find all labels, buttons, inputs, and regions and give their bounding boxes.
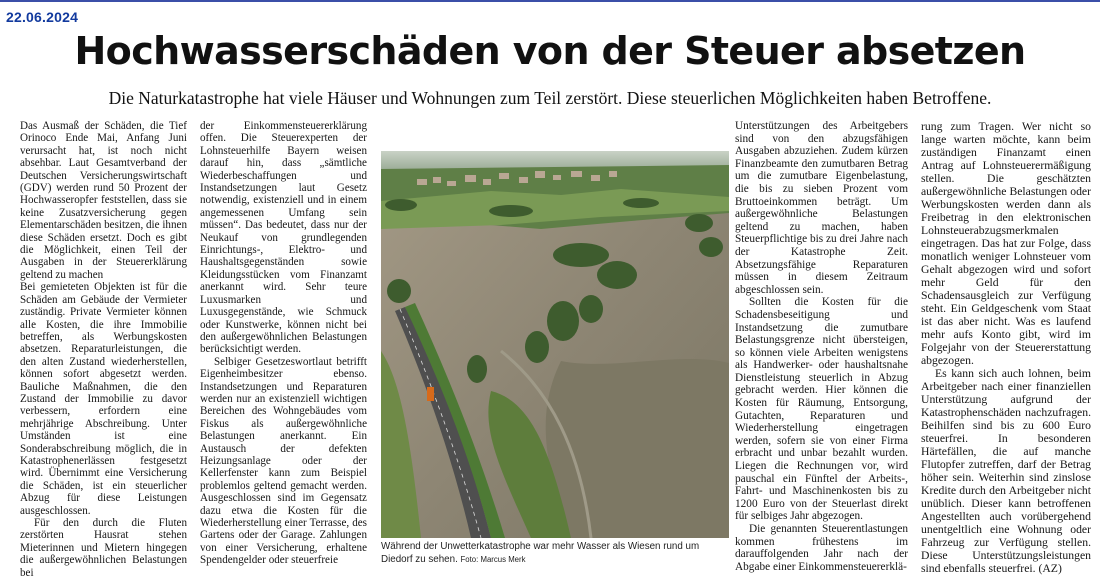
article-column-3 [735,120,908,573]
headline: Hochwasserschäden von der Steuer absetzen [74,29,1026,73]
photo-caption [381,541,731,566]
photo-credit: Foto: Marcus Merk [460,554,526,564]
paragraph: Es kann sich auch lohnen, beim Arbeitgeber nach einer finanziellen Unterstützung aufgrund der Katastrophenschäden nachzufragen. Beihilfen sind bis zu 600 Euro steuerfrei. In besonderen Härtefällen, die auf manche Flutopfer zutreffen, darf der Betrag höher sein. Weiterhin sind zinslose Kredite durch den Arbeitgeber nicht unüblich. Dieser kann betroffenen Angestellten auch vorübergehend unentgeltlich eine Wohnung oder Fahrzeug zur Verfügung stellen. Diese Unterstützungsleistungen sind ebenfalls steuerfrei. (AZ) [921,367,1091,575]
article-column-1 [20,120,187,579]
article-column-4 [921,120,1091,575]
paragraph: der Einkommensteuererklärung offen. Die Steuerexperten der Lohnsteuerhilfe Bayern weisen darauf hin, dass „sämtliche Wiederbeschaffungen und Instandsetzungen laut Gesetz notwendig, existenziell und in einem angemessenen Umfang sein müssen“. Das bedeutet, dass nur der Neukauf von grundlegenden Einrichtungs-, Elektro- und Haushaltsgegenständen sowie Kleidungsstücken vom Finanzamt anerkannt wird. Sehr teure Luxusmarken und Luxusgegenstände, wie Schmuck oder Kunstwerke, können nicht bei den außergewöhnlichen Belastungen berücksichtigt werden. [200,120,367,356]
paragraph: Unterstützungen des Arbeitgebers sind von den abzugsfähigen Ausgaben abzuziehen. Zudem kürzen Finanzbeamte den zumutbaren Betrag um die zumutbare Eigenbelastung, die bis zu sieben Prozent vom Bruttoeinkommen beträgt. Um außergewöhnliche Belastungen geltend zu machen, haben Steuerpflichtige bis zu drei Jahre nach der Katastrophe Zeit. Absetzungsfähige Reparaturen müssen in diesem Zeitraum abgeschlossen sein. [735,120,908,296]
top-rule [0,0,1100,2]
paragraph: Selbiger Gesetzeswortlaut betrifft Eigenheimbesitzer ebenso. Instandsetzungen und Reparaturen werden nur an existenziell wichtigen Bereichen des Wohngebäudes vom Fiskus als außergewöhnliche Belastungen anerkannt. Ein Austausch der defekten Heizungsanlage oder der Kellerfenster kann zum Beispiel problemlos geltend gemacht werden. Ausgeschlossen sind im Gegensatz dazu etwa die Kosten für die Wiederherstellung einer Terrasse, des Gartens oder der Garage. Zahlungen von einer Versicherung, erhaltene Spendengelder oder steuerfreie [200,355,367,567]
caption-text: Während der Unwetterkatastrophe war mehr Wasser als Wiesen rund um Diedorf zu sehen. [381,541,700,565]
paragraph: Für den durch die Fluten zerstörten Hausrat stehen Mieterinnen und Mietern hingegen die außergewöhnlichen Belastungen bei [20,517,187,579]
article-column-2 [200,120,367,567]
publication-date: 22.06.2024 [6,9,79,25]
paragraph: rung zum Tragen. Wer nicht so lange warten möchte, kann beim zuständigen Finanzamt einen Antrag auf Lohnsteuerermäßigung stellen. Die geschätzten außergewöhnliche Belastungen oder Werbungskosten werden dann als Freibetrag in den elektronischen Lohnsteuerabzugsmerkmalen eingetragen. Das hat zur Folge, dass monatlich weniger Lohnsteuer vom Gehalt abgezogen wird und sofort mehr Geld für den Schadensausgleich zur Verfügung steht. Ein Geldgeschenk vom Staat ist das aber nicht. Was es laufend mehr aufs Konto gibt, wird im Folgejahr von der Steuererstattung abgezogen. [921,120,1091,367]
paragraph: Das Ausmaß der Schäden, die Tief Orinoco Ende Mai, Anfang Juni verursacht hat, ist noch nicht absehbar. Laut Gesamtverband der Deutschen Versicherungswirtschaft (GDV) werden rund 50 Prozent der Hochwasseropfer feststellen, dass sie keine Zusatzversicherung gegen Elementarschäden besitzen, die ihnen diese Schäden ersetzt. Doch es gibt die Möglichkeit, einen Teil der Ausgaben in der Steuererklärung geltend zu machen [20,120,187,281]
flood-aerial-image [381,151,729,538]
flood-photo [381,151,729,538]
paragraph: Bei gemieteten Objekten ist für die Schäden am Gebäude der Vermieter zuständig. Private Vermieter können alle Kosten, die ihre Immobilie betreffen, als Werbungskosten absetzen. Reparaturleistungen, die den alten Zustand wiederherstellen, können sofort abgesetzt werden. Bauliche Maßnahmen, die den Zustand der Immobilie zu davor verbessern, erfordern eine mehrjährige Abschreibung. Unter Umständen ist eine Sonderabschreibung möglich, die in Katastrophenerlässen festgesetzt wird. Übernimmt eine Versicherung die Schäden, ist ein steuerlicher Abzug für diese Leistungen ausgeschlossen. [20,281,187,517]
paragraph: Sollten die Kosten für die Schadensbeseitigung und Instandsetzung die zumutbare Belastungsgrenze nicht übersteigen, so können viele Arbeiten wenigstens als Handwerker- oder haushaltsnahe Dienstleistung steuerlich in Abzug gebracht werden. Hier können die Kosten für Räumung, Entsorgung, Gutachten, Reparaturen und Wiederherstellung eingetragen werden, sofern sie von einer Firma erbracht und unbar bezahlt wurden. Liegen die Rechnungen vor, wird pauschal ein Fünftel der Arbeits-, Fahrt- und Maschinenkosten bis zu 1200 Euro von der Steuerlast direkt für selbiges Jahr abgezogen. [735,296,908,523]
subheadline: Die Naturkatastrophe hat viele Häuser und Wohnungen zum Teil zerstört. Diese steuerlichen Möglichkeiten haben Betroffene. [108,88,992,108]
paragraph: Die genannten Steuerentlastungen kommen frühestens im darauffolgenden Jahr nach der Abgabe einer Einkommensteuererklä- [735,523,908,573]
